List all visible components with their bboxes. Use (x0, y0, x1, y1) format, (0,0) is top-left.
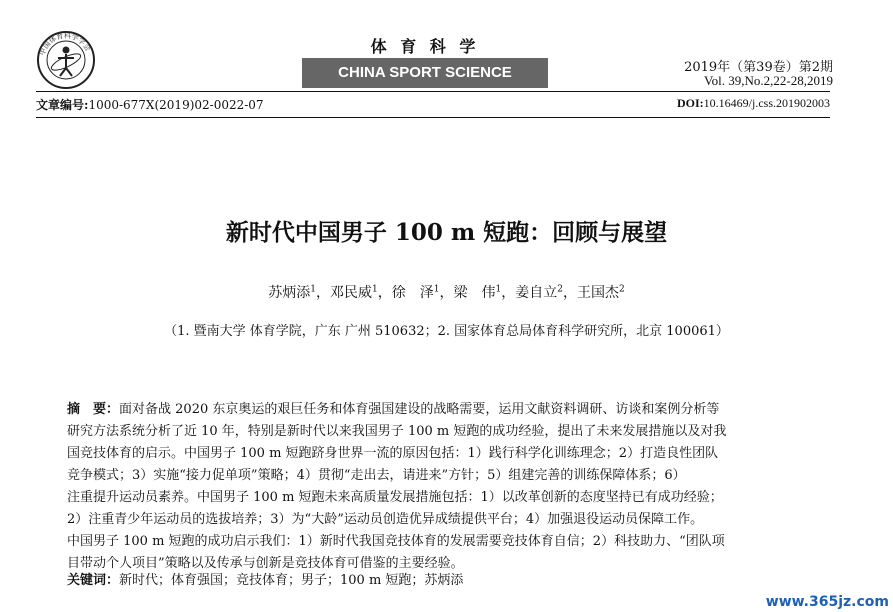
article-number (36, 96, 264, 113)
keywords-text: 新时代；体育强国；竞技体育；男子；100 m 短跑；苏炳添 (119, 573, 464, 588)
author-affil-mark: 1 (310, 284, 317, 295)
issue-info-cn: 2019年（第39卷）第2期 (684, 60, 833, 75)
article-number-label: 文章编号: (36, 98, 89, 112)
society-logo-icon (36, 30, 96, 90)
paper-title: 新时代中国男子 100 m 短跑：回顾与展望 (225, 219, 668, 246)
header-rule-top (36, 91, 830, 92)
author-affil-mark: 2 (618, 284, 625, 295)
author-name: 徐 泽 (391, 285, 434, 301)
logo-text: 中国体育科学学会 (38, 31, 92, 57)
abstract-line: 研究方法系统分析了近 10 年，特别是新时代以来我国男子 100 m 短跑的成功经验，提出了未来发展措施以及对我 (67, 424, 727, 439)
author-name: 梁 伟 (453, 285, 496, 301)
doi-label: DOI: (676, 96, 704, 110)
author-affil-mark: 1 (433, 284, 440, 295)
header-rule-bottom (36, 117, 830, 118)
abstract-line: 2）注重青少年运动员的选拔培养；3）为“大龄”运动员创造优异成绩提供平台；4）加强退役运动员保障工作。 (67, 512, 704, 527)
author-name: 王国杰 (576, 285, 619, 301)
doi (677, 96, 830, 111)
author-list: 苏炳添$^1$，邓民威$^1$，徐 泽$^1$，梁 伟$^1$，姜自立$^2$，王国杰$^2$ (268, 284, 625, 301)
issue-info-en: Vol. 39,No.2,22-28,2019 (703, 73, 833, 88)
abstract-line (67, 399, 807, 421)
keywords (67, 569, 807, 588)
abstract-line: 目带动个人项目”策略以及传承与创新是竞技体育可借鉴的主要经验。 (67, 556, 464, 571)
author-affil-mark: 2 (557, 284, 563, 295)
affiliations: （1. 暨南大学 体育学院，广东 广州 510632；2. 国家体育总局体育科学研究所，北京 100061） (164, 324, 729, 339)
author-name: 苏炳添 (268, 285, 311, 301)
abstract-line: 国竞技体育的启示。中国男子 100 m 短跑跻身世界一流的原因包括：1）践行科学化训练理念；2）打造良性团队 (67, 446, 719, 461)
site-watermark: www.365jz.com (765, 594, 889, 610)
keywords-label: 关键词： (67, 573, 120, 588)
journal-name-cn: 体 育 科 学 (370, 37, 480, 56)
article-number-value: 1000-677X(2019)02-0022-07 (88, 98, 264, 112)
abstract-line: 竞争模式；3）实施“接力促单项”策略；4）贯彻“走出去，请进来”方针；5）组建完善的训练保障体系；6） (67, 468, 686, 483)
author-name: 邓民威 (330, 285, 373, 301)
author-affil-mark: 1 (495, 284, 502, 295)
doi-value: 10.16469/j.css.201902003 (703, 96, 830, 110)
author-affil-mark: 1 (372, 284, 378, 295)
abstract-label: 摘 要： (67, 402, 120, 417)
abstract-line: 注重提升运动员素养。中国男子 100 m 短跑未来高质量发展措施包括：1）以改革创新的态度坚持已有成功经验； (67, 490, 723, 505)
journal-name-en: CHINA SPORT SCIENCE (302, 58, 548, 88)
abstract-line: 中国男子 100 m 短跑的成功启示我们：1）新时代我国竞技体育的发展需要竞技体育自信；2）科技助力、“团队项 (67, 534, 725, 549)
author-name: 姜自立 (515, 285, 558, 301)
abstract-text: 面对备战 2020 东京奥运的艰巨任务和体育强国建设的战略需要，运用文献资料调研、访谈和案例分析等 (119, 402, 720, 417)
abstract (67, 399, 807, 575)
